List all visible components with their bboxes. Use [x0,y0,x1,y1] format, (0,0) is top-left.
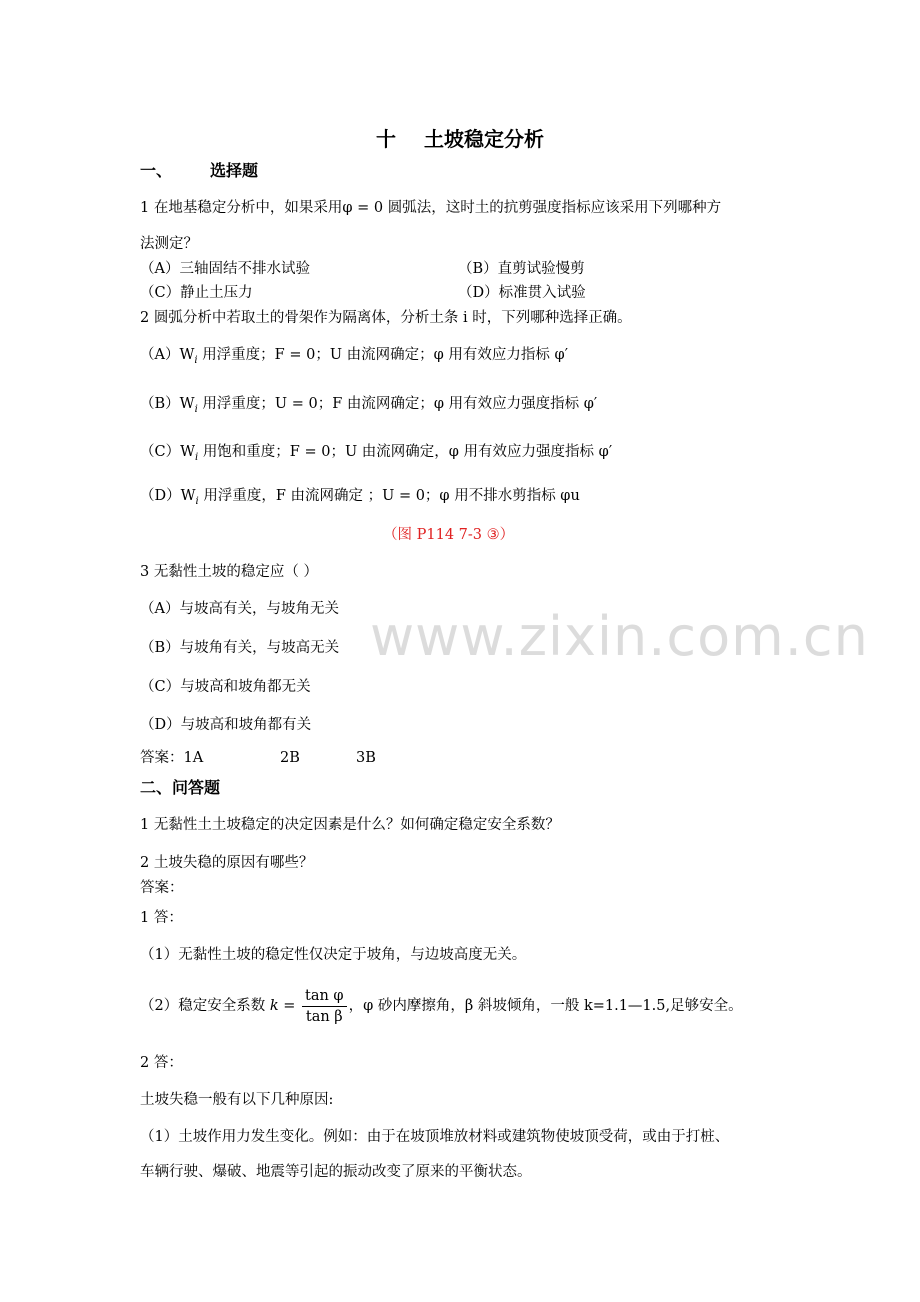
qa-answer-1-point-2 [140,984,743,1028]
title-number: 十 [376,127,396,151]
q1-line2: 法测定？ [140,236,198,252]
q1-line1: 1 在地基稳定分析中，如果采用φ = 0 圆弧法，这时土的抗剪强度指标应该采用下列哪种方 [140,200,722,216]
q3-option-a: （A）与坡高有关，与坡角无关 [140,601,339,617]
answer-3: 3B [356,750,376,766]
safety-factor-intro: （2）稳定安全系数 [140,998,266,1014]
section-1-heading [140,161,258,181]
q3-stem: 3 无黏性土坡的稳定应（ ） [140,564,318,580]
q2-option-d-label: （D）W [140,488,196,504]
answer-1: 答案：1A [140,750,204,766]
q1-option-d: （D）标准贯入试验 [458,285,586,301]
q2-option-d-text: 用浮重度，F 由流网确定 ；U = 0；φ 用不排水剪指标 φu [203,488,580,504]
qa-answer-1-point-1: （1）无黏性土坡的稳定性仅决定于坡角，与边坡高度无关。 [140,947,527,963]
q1-option-b: （B）直剪试验慢剪 [458,261,585,277]
q2-option-b: $(B)W_i$ 用浮重度；U = 0；F 由流网确定；φ 用有效应力强度指标 φ′ [140,396,598,415]
safety-factor-explanation: ，φ 砂内摩擦角，β 斜坡倾角，一般 k=1.1—1.5,足够安全。 [348,998,743,1014]
safety-factor-formula [302,986,347,1027]
q2-stem: 2 圆弧分析中若取土的骨架作为隔离体，分析土条 i 时，下列哪种选择正确。 [140,310,632,326]
formula-numerator: tan φ [302,986,347,1007]
q2-option-a-label: （A）W [140,347,195,363]
watermark: www.zixin.com.cn [370,605,869,668]
section-2-heading: 二、问答题 [140,778,221,797]
answers-section-1 [140,748,376,768]
q2-option-a-text: 用浮重度；F = 0；U 由流网确定；φ 用有效应力指标 φ′ [202,347,568,363]
q3-option-b: （B）与坡角有关，与坡高无关 [140,640,340,656]
q2-figure-reference: （图 P114 7-3 ③） [383,527,515,543]
q2-option-c: $(C)W_i$ 用饱和重度；F = 0；U 由流网确定，φ 用有效应力强度指标 φ′ [140,444,613,463]
q3-option-d: （D）与坡高和坡角都有关 [140,717,312,733]
safety-factor-symbol: k = [269,998,296,1014]
q3-option-c: （C）与坡高和坡角都无关 [140,679,311,695]
section-1-label: 选择题 [210,161,259,180]
qa-answer-2-point-1-line-1: （1）土坡作用力发生变化。例如：由于在坡顶堆放材料或建筑物使坡顶受荷，或由于打桩、 [140,1129,730,1145]
formula-denominator: tan β [305,1008,343,1025]
qa-answer-2-label: 2 答： [140,1055,183,1071]
q2-option-d: $(D)W_i$ 用浮重度，F 由流网确定 ；U = 0；φ 用不排水剪指标 φu [140,488,580,507]
page-title [0,123,920,152]
q2-option-c-text: 用饱和重度；F = 0；U 由流网确定，φ 用有效应力强度指标 φ′ [202,444,613,460]
qa-answer-label: 答案： [140,880,184,896]
q1-option-a: （A）三轴固结不排水试验 [140,261,310,277]
q2-option-b-text: 用浮重度；U = 0；F 由流网确定；φ 用有效应力强度指标 φ′ [202,396,598,412]
qa-question-1: 1 无黏性土土坡稳定的决定因素是什么？如何确定稳定安全系数？ [140,817,560,833]
q2-option-b-label: （B）W [140,396,195,412]
title-text: 土坡稳定分析 [424,127,544,151]
section-1-number: 一、 [140,161,173,180]
q1-option-c: （C）静止土压力 [140,285,253,301]
qa-answer-1-label: 1 答： [140,910,183,926]
answer-2: 2B [280,750,300,766]
qa-question-2: 2 土坡失稳的原因有哪些？ [140,855,314,871]
q2-option-c-label: （C）W [140,444,195,460]
q2-option-a: $(A)W_i$ 用浮重度；F = 0；U 由流网确定；φ 用有效应力指标 φ′ [140,347,568,366]
qa-answer-2-intro: 土坡失稳一般有以下几种原因: [140,1092,334,1108]
qa-answer-2-point-1-line-2: 车辆行驶、爆破、地震等引起的振动改变了原来的平衡状态。 [140,1164,532,1180]
